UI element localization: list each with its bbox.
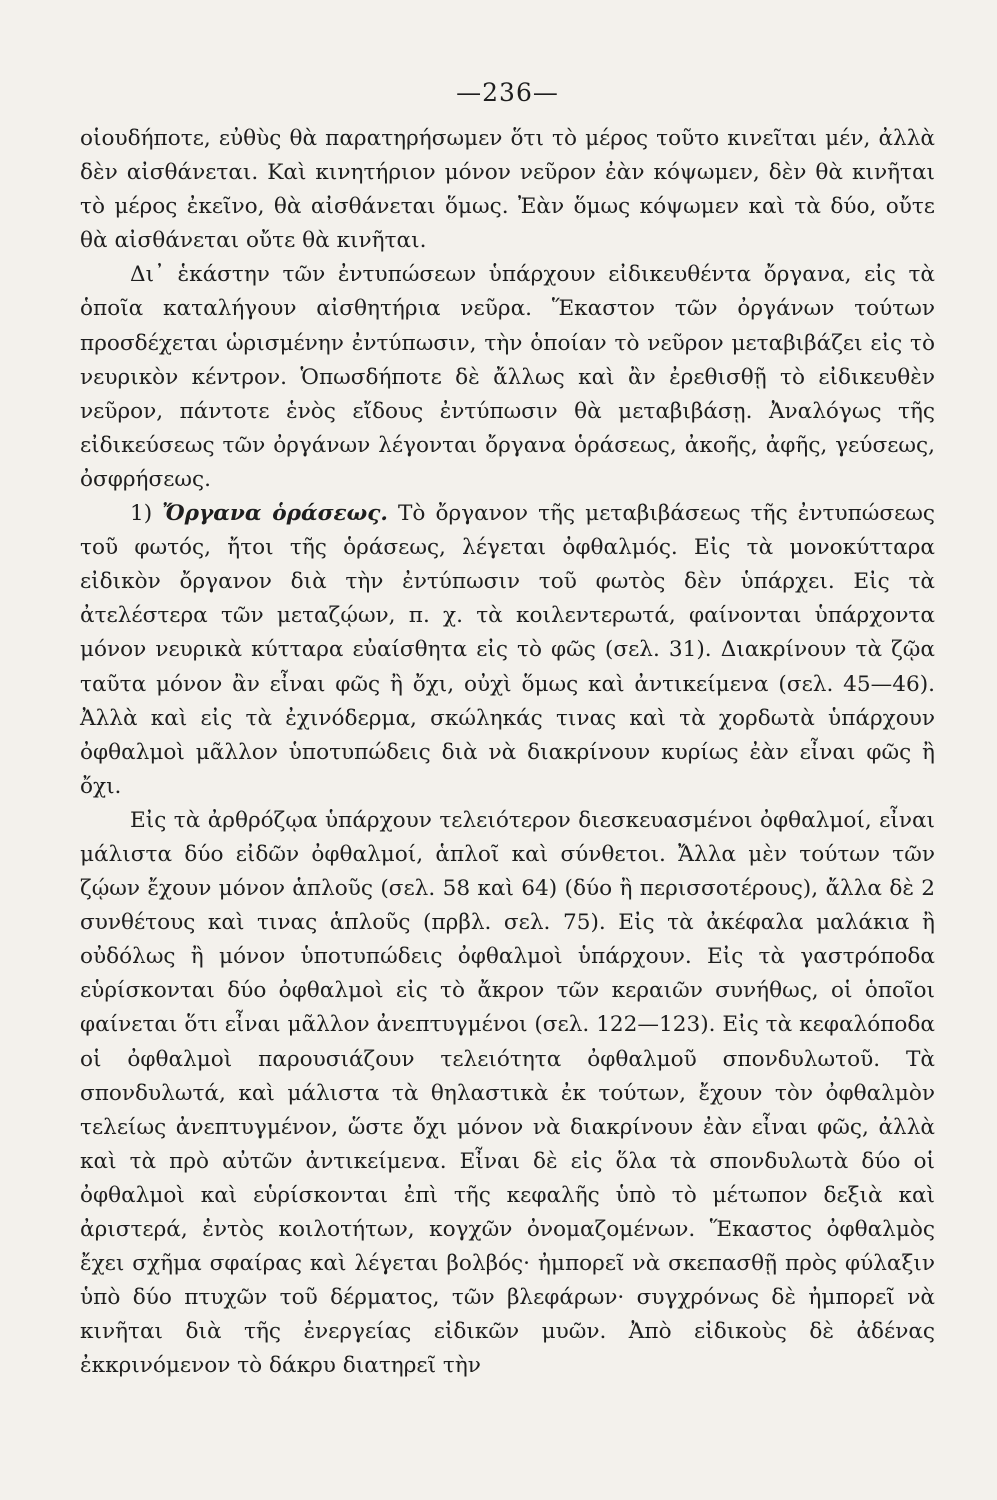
- paragraph-continuation: οἱουδήποτε, εὐθὺς θὰ παρατηρήσωμεν ὅτι τὸ μέρος τοῦτο κινεῖται μέν, ἀλλὰ δὲν αἰσθάνεται. Καὶ κινητήριον μόνον νεῦρον ἐὰν κόψωμεν, δὲν θὰ κινῆται τὸ μέρος ἐκεῖνο, θὰ αἰσθάνεται ὅμως. Ἐὰν ὅμως κόψωμεν καὶ τὰ δύο, οὔτε θὰ αἰσθάνεται οὔτε θὰ κινῆται.: [80, 126, 935, 254]
- section-text: Τὸ ὄργανον τῆς μεταβιβάσεως τῆς ἐντυπώσεως τοῦ φωτός, ἤτοι τῆς ὁράσεως, λέγεται ὀφθαλμός. Εἰς τὰ μονοκύτταρα εἰδικὸν ὄργανον διὰ τὴν ἐντύπωσιν τοῦ φωτὸς δὲν ὑπάρχει. Εἰς τὰ ἀτελέστερα τῶν μεταζῴων, π. χ. τὰ κοιλεντερωτά, φαίνονται ὑπάρχοντα μόνον νευρικὰ κύτταρα εὐαίσθητα εἰς τὸ φῶς (σελ. 31). Διακρίνουν τὰ ζῷα ταῦτα μόνον ἂν εἶναι φῶς ἢ ὄχι, οὐχὶ ὅμως καὶ ἀντικείμενα (σελ. 45—46). Ἀλλὰ καὶ εἰς τὰ ἐχινόδερμα, σκώληκάς τινας καὶ τὰ χορδωτὰ ὑπάρχουν ὀφθαλμοὶ μᾶλλον ὑποτυπώδεις διὰ νὰ διακρίνουν κυρίως ἐὰν εἶναι φῶς ἢ ὄχι.: [80, 501, 935, 799]
- body-text: [80, 122, 935, 1383]
- paragraph-sense-organs: Δι᾽ ἑκάστην τῶν ἐντυπώσεων ὑπάρχουν εἰδικευθέντα ὄργανα, εἰς τὰ ὁποῖα καταλήγουν αἰσθητήρια νεῦρα. Ἕκαστον τῶν ὀργάνων τούτων προσδέχεται ὡρισμένην ἐντύπωσιν, τὴν ὁποίαν τὸ νεῦρον μεταβιβάζει εἰς τὸ νευρικὸν κέντρον. Ὁπωσδήποτε δὲ ἄλλως καὶ ἂν ἐρεθισθῇ τὸ εἰδικευθὲν νεῦρον, πάντοτε ἑνὸς εἴδους ἐντύπωσιν θὰ μεταβιβάσῃ. Ἀναλόγως τῆς εἰδικεύσεως τῶν ὀργάνων λέγονται ὄργανα ὁράσεως, ἀκοῆς, ἀφῆς, γεύσεως, ὀσφρήσεως.: [80, 262, 935, 492]
- page-number: —236—: [456, 78, 559, 107]
- paragraph-arthropod-eyes: Εἰς τὰ ἀρθρόζῳα ὑπάρχουν τελειότερον διεσκευασμένοι ὀφθαλμοί, εἶναι μάλιστα δύο εἰδῶν ὀφθαλμοί, ἁπλοῖ καὶ σύνθετοι. Ἄλλα μὲν τούτων τῶν ζῴων ἔχουν μόνον ἁπλοῦς (σελ. 58 καὶ 64) (δύο ἢ περισσοτέρους), ἄλλα δὲ 2 συνθέτους καὶ τινας ἁπλοῦς (πρβλ. σελ. 75). Εἰς τὰ ἀκέφαλα μαλάκια ἢ οὐδόλως ἢ μόνον ὑποτυπώδεις ὀφθαλμοὶ ὑπάρχουν. Εἰς τὰ γαστρόποδα εὑρίσκονται δύο ὀφθαλμοὶ εἰς τὸ ἄκρον τῶν κεραιῶν συνήθως, οἱ ὁποῖοι φαίνεται ὅτι εἶναι μᾶλλον ἀνεπτυγμένοι (σελ. 122—123). Εἰς τὰ κεφαλόποδα οἱ ὀφθαλμοὶ παρουσιάζουν τελειότητα ὀφθαλμοῦ σπονδυλωτοῦ. Τὰ σπονδυλωτά, καὶ μάλιστα τὰ θηλαστικὰ ἐκ τούτων, ἔχουν τὸν ὀφθαλμὸν τελείως ἀνεπτυγμένον, ὥστε ὄχι μόνον νὰ διακρίνουν ἐὰν εἶναι φῶς, ἀλλὰ καὶ τὰ πρὸ αὐτῶν ἀντικείμενα. Εἶναι δὲ εἰς ὅλα τὰ σπονδυλωτὰ δύο οἱ ὀφθαλμοὶ καὶ εὑρίσκονται ἐπὶ τῆς κεφαλῆς ὑπὸ τὸ μέτωπον δεξιὰ καὶ ἀριστερά, ἐντὸς κοιλοτήτων, κογχῶν ὀνομαζομένων. Ἕκαστος ὀφθαλμὸς ἔχει σχῆμα σφαίρας καὶ λέγεται βολβός· ἠμπορεῖ νὰ σκεπασθῇ πρὸς φύλαξιν ὑπὸ δύο πτυχῶν τοῦ δέρματος, τῶν βλεφάρων· συγχρόνως δὲ ἠμπορεῖ νὰ κινῆται διὰ τῆς ἐνεργείας εἰδικῶν μυῶν. Ἀπὸ εἰδικοὺς δὲ ἀδένας ἐκκρινόμενον τὸ δάκρυ διατηρεῖ τὴν: [80, 807, 935, 1379]
- section-heading: Ὄργανα ὁράσεως.: [162, 501, 388, 527]
- section-number: 1): [130, 501, 163, 527]
- paragraph-organs-of-sight: [80, 497, 935, 804]
